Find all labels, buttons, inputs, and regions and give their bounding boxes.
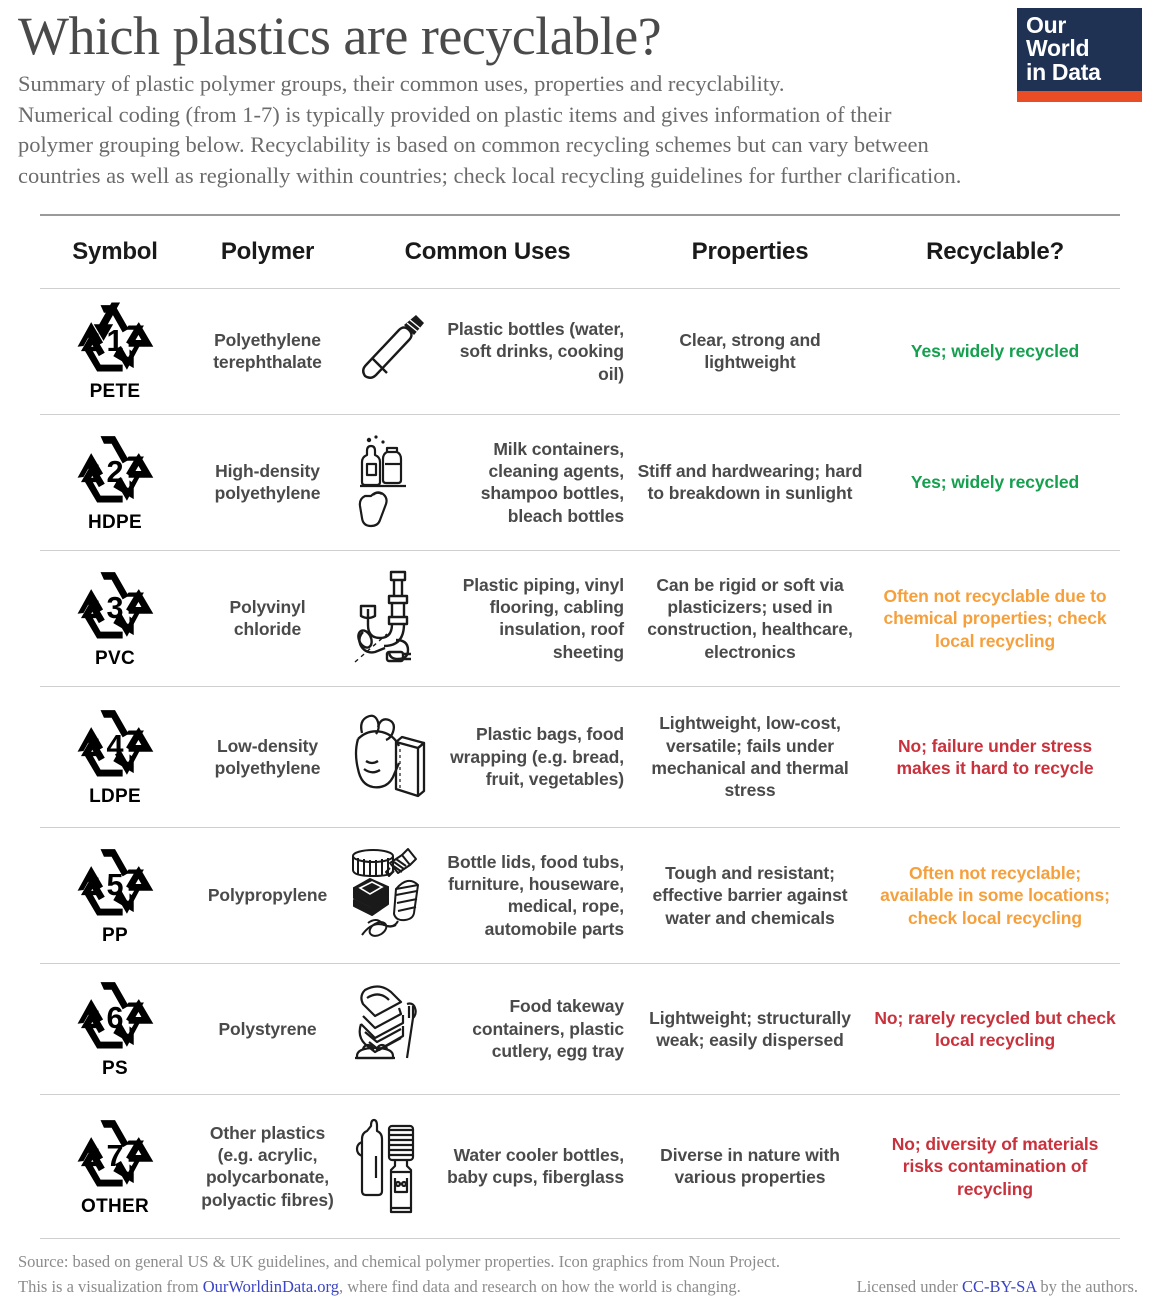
symbol-number: 6 <box>106 1001 124 1036</box>
footer-attribution-suffix: , where find data and research on how the world is changing. <box>338 1277 741 1297</box>
owid-logo-line1: Our World <box>1026 12 1090 62</box>
symbol-code: PP <box>102 924 128 946</box>
table-row <box>40 551 1120 687</box>
status-badge: Often not recyclable due to chemical properties; check local recycling <box>883 585 1107 651</box>
owid-logo[interactable] <box>1017 8 1142 102</box>
table-row <box>40 415 1120 551</box>
recycling-symbol-icon <box>72 300 158 380</box>
plastic-bag-icon <box>345 707 437 807</box>
subtitle-line-4: countries as well as regionally within countries; check local recycling guidelines for further clarification. <box>18 163 962 189</box>
cell-common-uses <box>345 432 630 532</box>
symbol-number: 1 <box>106 324 124 359</box>
footer-source-line: Source: based on general US & UK guidelines, and chemical polymer properties. Icon graphics from Noun Project. <box>18 1251 780 1271</box>
plastic-piping-icon <box>345 568 437 668</box>
plastics-table <box>40 214 1120 1239</box>
license-suffix: by the authors. <box>1036 1277 1138 1297</box>
table-row <box>40 964 1120 1095</box>
cell-recyclable <box>870 1007 1120 1052</box>
cell-symbol <box>40 977 190 1080</box>
cell-symbol <box>40 1115 190 1218</box>
subtitle-line-3: polymer grouping below. Recyclability is based on common recycling schemes but can vary between <box>18 132 929 158</box>
page-title: Which plastics are recyclable? <box>18 6 662 66</box>
cell-recyclable <box>870 340 1120 362</box>
status-badge: No; failure under stress makes it hard to recycle <box>896 735 1094 778</box>
cell-properties: Tough and resistant; effective barrier against water and chemicals <box>652 862 848 928</box>
cell-symbol <box>40 705 190 808</box>
cell-recyclable <box>870 585 1120 652</box>
symbol-number: 4 <box>106 729 124 764</box>
cell-properties: Stiff and hardwearing; hard to breakdown in sunlight <box>637 461 863 504</box>
symbol-number: 5 <box>106 868 124 903</box>
cell-polymer: Polystyrene <box>218 1018 317 1039</box>
symbol-number: 7 <box>106 1139 124 1174</box>
cell-recyclable <box>870 471 1120 493</box>
footer-attribution <box>18 1274 741 1300</box>
recycling-symbol-icon <box>72 844 158 924</box>
takeaway-container-icon <box>345 979 437 1079</box>
status-badge: Yes; widely recycled <box>910 341 1080 362</box>
owid-link[interactable]: OurWorldinData.org <box>202 1277 339 1297</box>
table-row <box>40 1095 1120 1239</box>
cell-polymer: Polyvinyl chloride <box>229 597 306 640</box>
uses-text: Plastic bottles (water, soft drinks, cooking oil) <box>447 318 624 384</box>
footer-license <box>857 1274 1142 1300</box>
recycling-symbol-icon <box>72 431 158 511</box>
cell-symbol <box>40 431 190 534</box>
column-header-properties: Properties <box>691 237 809 265</box>
subtitle-line-1: Summary of plastic polymer groups, their common uses, properties and recyclability. <box>18 70 785 96</box>
header <box>0 0 1160 192</box>
cell-common-uses <box>345 568 630 668</box>
cell-common-uses <box>345 1116 630 1216</box>
cell-polymer: Polypropylene <box>207 885 328 906</box>
symbol-code: OTHER <box>81 1195 149 1217</box>
uses-text: Bottle lids, food tubs, furniture, houseware, medical, rope, automobile parts <box>447 851 624 939</box>
table-row <box>40 687 1120 828</box>
water-cooler-icon <box>345 1116 437 1216</box>
cell-polymer: Low-density polyethylene <box>214 735 321 778</box>
cell-recyclable <box>870 1133 1120 1200</box>
cell-symbol <box>40 300 190 403</box>
symbol-code: PS <box>102 1058 128 1080</box>
recycling-symbol-icon <box>72 1115 158 1195</box>
symbol-code: PETE <box>89 380 141 402</box>
table-header-row <box>40 216 1120 289</box>
column-header-symbol: Symbol <box>72 237 158 265</box>
bottle-lids-icon <box>345 845 437 945</box>
cell-polymer: Polyethylene terephthalate <box>213 330 322 373</box>
subtitle-line-2: Numerical coding (from 1-7) is typically provided on plastic items and gives information of their <box>18 101 892 127</box>
cell-common-uses <box>345 979 630 1079</box>
cell-properties: Clear, strong and lightweight <box>679 330 821 373</box>
footer <box>18 1249 1142 1300</box>
column-header-recyclable: Recyclable? <box>926 237 1064 265</box>
symbol-code: PVC <box>95 647 135 669</box>
cell-recyclable <box>870 735 1120 780</box>
owid-logo-line2: in Data <box>1026 58 1101 85</box>
table-row <box>40 289 1120 415</box>
column-header-common-uses: Common Uses <box>404 237 571 265</box>
owid-logo-text <box>1017 8 1142 91</box>
uses-text: Plastic piping, vinyl flooring, cabling insulation, roof sheeting <box>462 574 624 662</box>
status-badge: No; diversity of materials risks contamination of recycling <box>891 1133 1099 1199</box>
owid-logo-bar <box>1017 91 1142 102</box>
cell-common-uses <box>345 707 630 807</box>
cell-symbol <box>40 844 190 947</box>
status-badge: Often not recyclable; available in some locations; check local recycling <box>880 862 1110 928</box>
cell-common-uses <box>345 301 630 401</box>
cell-polymer: High-density polyethylene <box>214 461 321 504</box>
recycling-symbol-icon <box>72 977 158 1057</box>
page-subtitle <box>18 69 1120 192</box>
uses-text: Milk containers, cleaning agents, shampoo bottles, bleach bottles <box>480 438 624 526</box>
cell-properties: Lightweight; structurally weak; easily dispersed <box>649 1007 851 1050</box>
footer-attribution-prefix: This is a visualization from <box>18 1277 203 1297</box>
uses-text: Water cooler bottles, baby cups, fiberglass <box>447 1145 624 1188</box>
cell-properties: Lightweight, low-cost, versatile; fails under mechanical and thermal stress <box>651 713 849 801</box>
status-badge: No; rarely recycled but check local recycling <box>874 1007 1116 1050</box>
symbol-code: LDPE <box>89 786 141 808</box>
cell-properties: Can be rigid or soft via plasticizers; used in construction, healthcare, electronics <box>647 574 853 662</box>
column-header-polymer: Polymer <box>220 237 315 265</box>
uses-text: Food takeway containers, plastic cutlery, egg tray <box>472 996 624 1062</box>
cell-common-uses <box>345 845 630 945</box>
plastic-bottle-icon <box>345 301 437 401</box>
table-row <box>40 828 1120 964</box>
uses-text: Plastic bags, food wrapping (e.g. bread, fruit, vegetables) <box>450 724 624 790</box>
symbol-code: HDPE <box>88 511 142 533</box>
milk-containers-icon <box>345 432 437 532</box>
cell-symbol <box>40 567 190 670</box>
status-badge: Yes; widely recycled <box>910 472 1080 493</box>
recycling-symbol-icon <box>72 567 158 647</box>
license-prefix: Licensed under <box>856 1277 962 1297</box>
symbol-number: 2 <box>106 455 124 490</box>
cell-polymer: Other plastics (e.g. acrylic, polycarbonate, polyactic fibres) <box>201 1122 334 1210</box>
license-link[interactable]: CC-BY-SA <box>961 1277 1037 1297</box>
cell-recyclable <box>870 862 1120 929</box>
cell-properties: Diverse in nature with various properties <box>660 1145 840 1188</box>
recycling-symbol-icon <box>72 705 158 785</box>
symbol-number: 3 <box>106 591 124 626</box>
